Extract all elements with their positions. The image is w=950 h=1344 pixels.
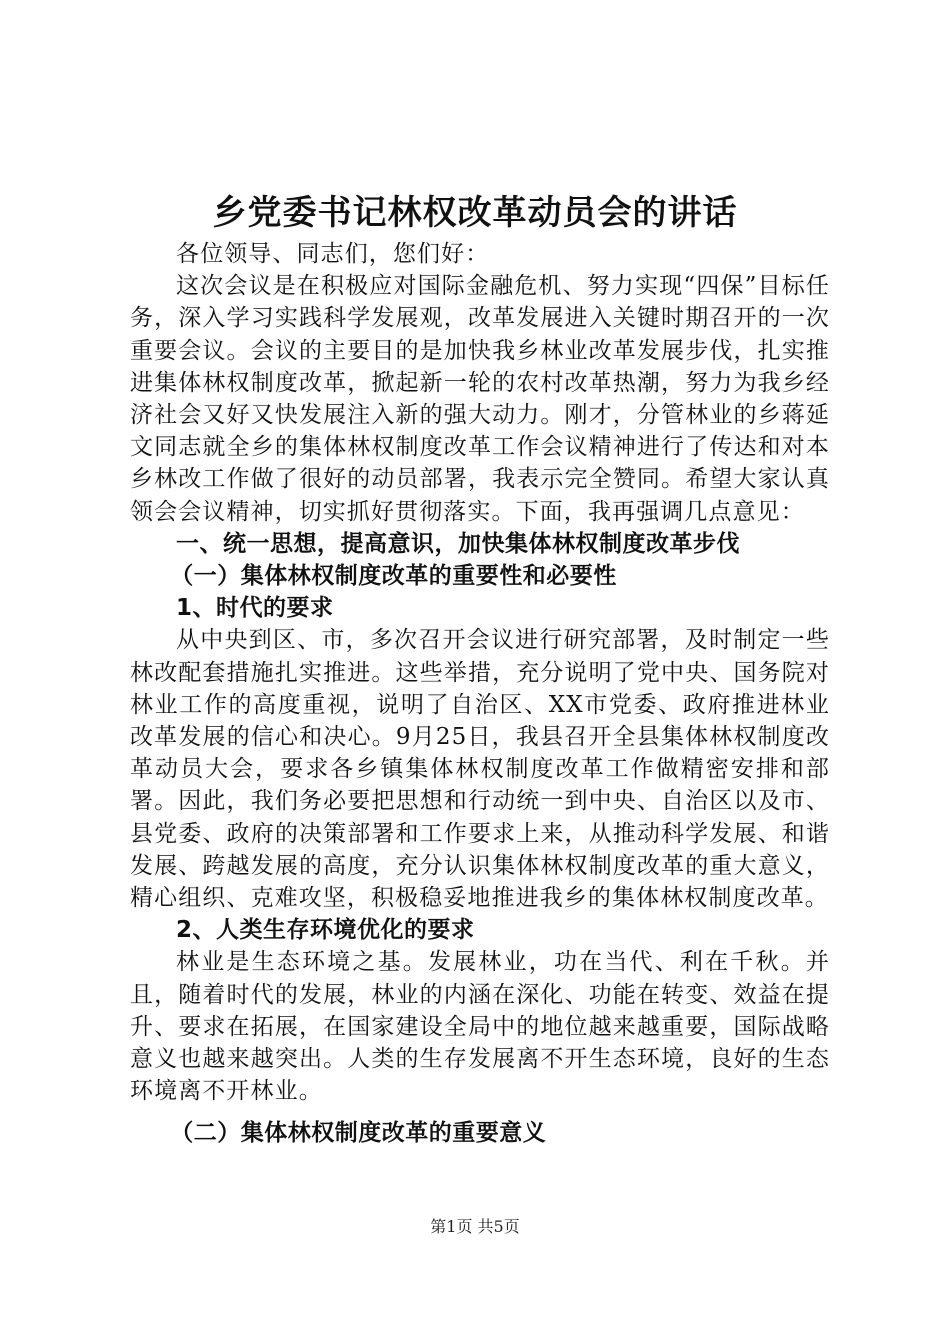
section-heading-1: 一、统一思想，提高意识，加快集体林权制度改革步伐 <box>176 530 740 557</box>
document-title: 乡党委书记林权改革动员会的讲话 <box>212 193 738 233</box>
page-number-footer: 第1页 共5页 <box>430 1217 520 1236</box>
paragraph-environment: 林业是生态环境之基。发展林业，功在当代、利在千秋。并且，随着时代的发展，林业的内涵在深化、功能在转变、效益在提升、要求在拓展，在国家建设全局中的地位越来越重要，国际战略意义也越来越突出。人类的生存发展离不开生态环境，良好的生态环境离不开林业。 <box>130 949 830 1105</box>
paragraph-intro: 这次会议是在积极应对国际金融危机、努力实现“四保”目标任务，深入学习实践科学发展观，改革发展进入关键时期召开的一次重要会议。会议的主要目的是加快我乡林业改革发展步伐，扎实推进集体林权制度改革，掀起新一轮的农村改革热潮，努力为我乡经济社会又好又快发展注入新的强大动力。刚才，分管林业的乡蒋延文同志就全乡的集体林权制度改革工作会议精神进行了传达和对本乡林改工作做了很好的动员部署，我表示完全赞同。希望大家认真领会会议精神，切实抓好贯彻落实。下面，我再强调几点意见： <box>130 273 830 525</box>
subsection-heading-2: （二）集体林权制度改革的重要意义 <box>170 1120 547 1147</box>
paragraph-era-requirement: 从中央到区、市，多次召开会议进行研究部署，及时制定一些林改配套措施扎实推进。这些举措，充分说明了党中央、国务院对林业工作的高度重视，说明了自治区、XX市党委、政府推进林业改革发展的信心和决心。9月25日，我县召开全县集体林权制度改革动员大会，要求各乡镇集体林权制度改革工作做精密安排和部署。因此，我们务必要把思想和行动统一到中央、自治区以及市、县党委、政府的决策部署和工作要求上来，从推动科学发展、和谐发展、跨越发展的高度，充分认识集体林权制度改革的重大意义，精心组织、克难攻坚，积极稳妥地推进我乡的集体林权制度改革。 <box>130 627 830 912</box>
point-heading-1: 1、时代的要求 <box>176 595 334 622</box>
paragraph-greeting: 各位领导、同志们，您们好： <box>176 241 490 267</box>
point-heading-2: 2、人类生存环境优化的要求 <box>176 917 475 944</box>
document-body <box>130 238 830 1150</box>
subsection-heading-1: （一）集体林权制度改革的重要性和必要性 <box>170 563 617 590</box>
